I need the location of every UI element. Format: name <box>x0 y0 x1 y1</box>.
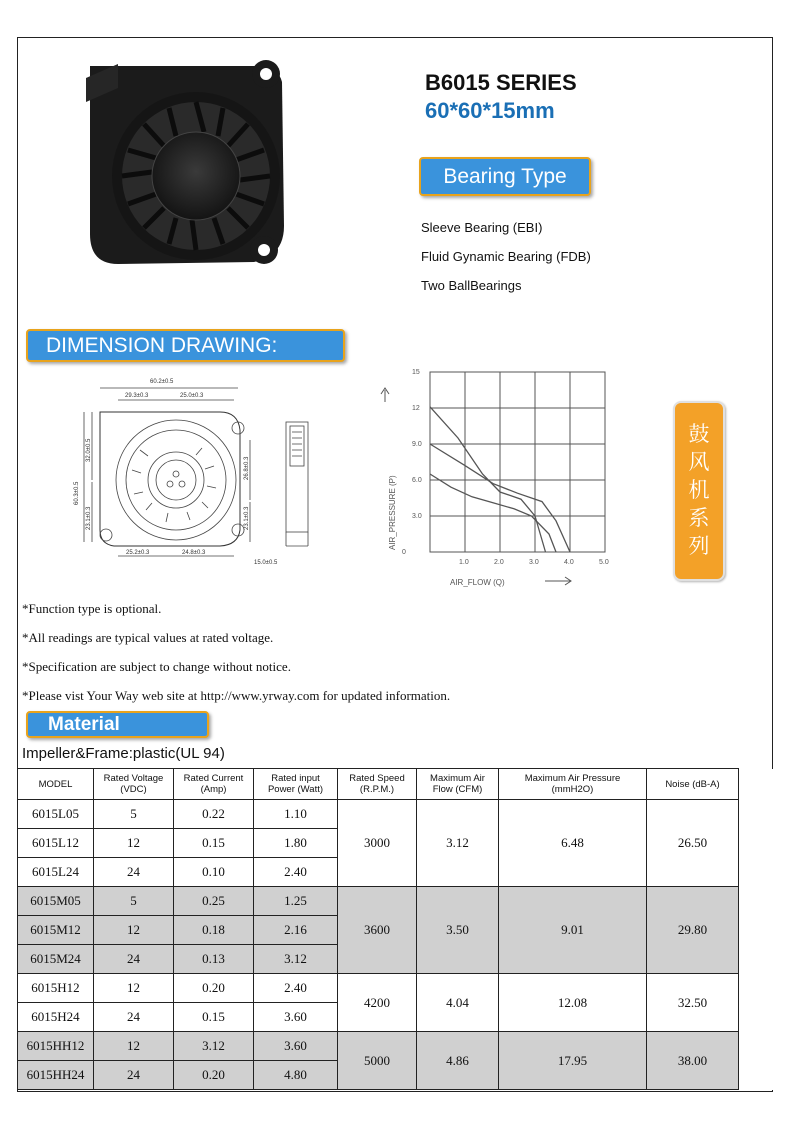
y-tick-label: 3.0 <box>412 513 422 520</box>
cell-voltage: 12 <box>94 829 174 858</box>
specs-table <box>17 768 774 1090</box>
dimension-drawing-heading: DIMENSION DRAWING: <box>26 329 345 362</box>
cell-speed: 4200 <box>338 974 417 1032</box>
cell-flow: 4.04 <box>417 974 499 1032</box>
note-line: *Specification are subject to change without notice. <box>22 659 291 674</box>
cell-noise: 38.00 <box>647 1032 739 1090</box>
cell-voltage: 24 <box>94 945 174 974</box>
cell-flow: 3.50 <box>417 887 499 974</box>
right-arrow-icon <box>545 577 571 585</box>
cell-power: 1.25 <box>254 887 338 916</box>
chinese-series-label <box>673 401 725 581</box>
dim-label: 60.2±0.5 <box>150 379 174 385</box>
cell-speed: 3000 <box>338 800 417 887</box>
column-header: Rated Current (Amp) <box>174 769 254 800</box>
dim-label: 29.3±0.3 <box>125 393 149 399</box>
table-spacer <box>739 916 774 945</box>
chinese-char: 机 <box>688 479 710 502</box>
cell-noise: 32.50 <box>647 974 739 1032</box>
table-row <box>18 1032 774 1061</box>
table-spacer <box>739 800 774 829</box>
table-row <box>18 800 774 829</box>
cell-model: 6015L24 <box>18 858 94 887</box>
cell-speed: 5000 <box>338 1032 417 1090</box>
cell-voltage: 12 <box>94 1032 174 1061</box>
y-tick-label: 12 <box>412 405 420 412</box>
note-line: *Please vist Your Way web site at http://www.yrway.com for updated information. <box>22 688 451 703</box>
y-tick-label: 9.0 <box>412 441 422 448</box>
dim-label: 25.2±0.3 <box>126 550 150 556</box>
cell-current: 3.12 <box>174 1032 254 1061</box>
cell-voltage: 12 <box>94 916 174 945</box>
x-tick-label: 2.0 <box>494 559 504 566</box>
performance-curve <box>430 407 546 552</box>
dim-label: 23.1±0.3 <box>244 506 250 530</box>
cell-pressure: 9.01 <box>499 887 647 974</box>
note-line: *All readings are typical values at rated voltage. <box>22 630 274 645</box>
cell-current: 0.18 <box>174 916 254 945</box>
cell-flow: 4.86 <box>417 1032 499 1090</box>
dim-label: 23.1±0.3 <box>86 506 92 530</box>
y-tick-label: 15 <box>412 369 420 376</box>
cell-power: 2.40 <box>254 858 338 887</box>
bearing-item: Sleeve Bearing (EBI) <box>421 220 543 235</box>
table-spacer <box>739 858 774 887</box>
table-spacer <box>739 887 774 916</box>
table-spacer <box>739 974 774 1003</box>
table-header-row <box>18 769 774 800</box>
plot-area <box>430 372 605 552</box>
column-header: Maximum Air Pressure (mmH2O) <box>499 769 647 800</box>
cell-pressure: 6.48 <box>499 800 647 887</box>
dim-label: 25.0±0.3 <box>180 393 204 399</box>
origin-label: 0 <box>402 549 406 556</box>
air-flow-pressure-chart <box>375 360 620 595</box>
cell-model: 6015L05 <box>18 800 94 829</box>
material-text: Impeller&Frame:plastic(UL 94) <box>22 745 225 762</box>
column-header: Maximum Air Flow (CFM) <box>417 769 499 800</box>
column-header: Rated Voltage (VDC) <box>94 769 174 800</box>
table-spacer <box>739 1032 774 1061</box>
cell-pressure: 17.95 <box>499 1032 647 1090</box>
cell-voltage: 24 <box>94 858 174 887</box>
x-tick-label: 1.0 <box>459 559 469 566</box>
cell-voltage: 24 <box>94 1061 174 1090</box>
column-header: Noise (dB-A) <box>647 769 739 800</box>
cell-pressure: 12.08 <box>499 974 647 1032</box>
cell-model: 6015M24 <box>18 945 94 974</box>
cell-current: 0.15 <box>174 829 254 858</box>
cell-model: 6015M12 <box>18 916 94 945</box>
x-tick-label: 4.0 <box>564 559 574 566</box>
cell-speed: 3600 <box>338 887 417 974</box>
size-subtitle: 60*60*15mm <box>425 98 555 123</box>
column-header: MODEL <box>18 769 94 800</box>
cell-power: 4.80 <box>254 1061 338 1090</box>
dim-label: 32.0±0.5 <box>86 438 92 462</box>
table-spacer <box>739 1003 774 1032</box>
series-title: B6015 SERIES <box>425 70 577 95</box>
dim-label: 15.0±0.5 <box>254 560 278 566</box>
cell-model: 6015H24 <box>18 1003 94 1032</box>
material-heading: Material <box>26 711 209 738</box>
cell-model: 6015H12 <box>18 974 94 1003</box>
cell-power: 3.60 <box>254 1032 338 1061</box>
cell-voltage: 5 <box>94 887 174 916</box>
table-row <box>18 887 774 916</box>
cell-model: 6015HH24 <box>18 1061 94 1090</box>
bearing-item: Two BallBearings <box>421 278 522 293</box>
cell-noise: 29.80 <box>647 887 739 974</box>
column-header: Rated input Power (Watt) <box>254 769 338 800</box>
dim-label: 24.8±0.3 <box>182 550 206 556</box>
cell-current: 0.20 <box>174 1061 254 1090</box>
cell-current: 0.10 <box>174 858 254 887</box>
cell-power: 3.60 <box>254 1003 338 1032</box>
chinese-char: 风 <box>688 451 710 474</box>
dimension-drawing <box>70 370 335 575</box>
cell-current: 0.20 <box>174 974 254 1003</box>
y-tick-label: 6.0 <box>412 477 422 484</box>
chinese-char: 系 <box>688 507 710 530</box>
note-line: *Function type is optional. <box>22 601 162 616</box>
cell-power: 2.40 <box>254 974 338 1003</box>
cell-model: 6015HH12 <box>18 1032 94 1061</box>
table-row <box>18 974 774 1003</box>
dim-label: 60.3±0.5 <box>74 481 80 505</box>
cell-current: 0.22 <box>174 800 254 829</box>
table-spacer <box>739 829 774 858</box>
cell-current: 0.15 <box>174 1003 254 1032</box>
cell-model: 6015L12 <box>18 829 94 858</box>
chinese-char: 列 <box>688 535 710 558</box>
up-arrow-icon <box>381 388 389 402</box>
y-axis-label: AIR_PRESSURE (P) <box>388 475 397 550</box>
x-tick-label: 5.0 <box>599 559 609 566</box>
x-axis-label: AIR_FLOW (Q) <box>450 578 505 587</box>
cell-power: 3.12 <box>254 945 338 974</box>
cell-current: 0.13 <box>174 945 254 974</box>
cell-power: 1.10 <box>254 800 338 829</box>
column-header: Rated Speed (R.P.M.) <box>338 769 417 800</box>
table-spacer <box>739 769 774 800</box>
fan-product-photo <box>78 58 303 273</box>
bearing-item: Fluid Gynamic Bearing (FDB) <box>421 249 591 264</box>
cell-voltage: 5 <box>94 800 174 829</box>
table-spacer <box>739 945 774 974</box>
cell-current: 0.25 <box>174 887 254 916</box>
cell-voltage: 12 <box>94 974 174 1003</box>
cell-power: 2.16 <box>254 916 338 945</box>
dim-label: 26.8±0.3 <box>244 456 250 480</box>
cell-voltage: 24 <box>94 1003 174 1032</box>
cell-model: 6015M05 <box>18 887 94 916</box>
cell-noise: 26.50 <box>647 800 739 887</box>
chinese-char: 鼓 <box>688 423 710 446</box>
bearing-type-heading: Bearing Type <box>419 157 591 196</box>
table-spacer <box>739 1061 774 1090</box>
x-tick-label: 3.0 <box>529 559 539 566</box>
cell-power: 1.80 <box>254 829 338 858</box>
cell-flow: 3.12 <box>417 800 499 887</box>
